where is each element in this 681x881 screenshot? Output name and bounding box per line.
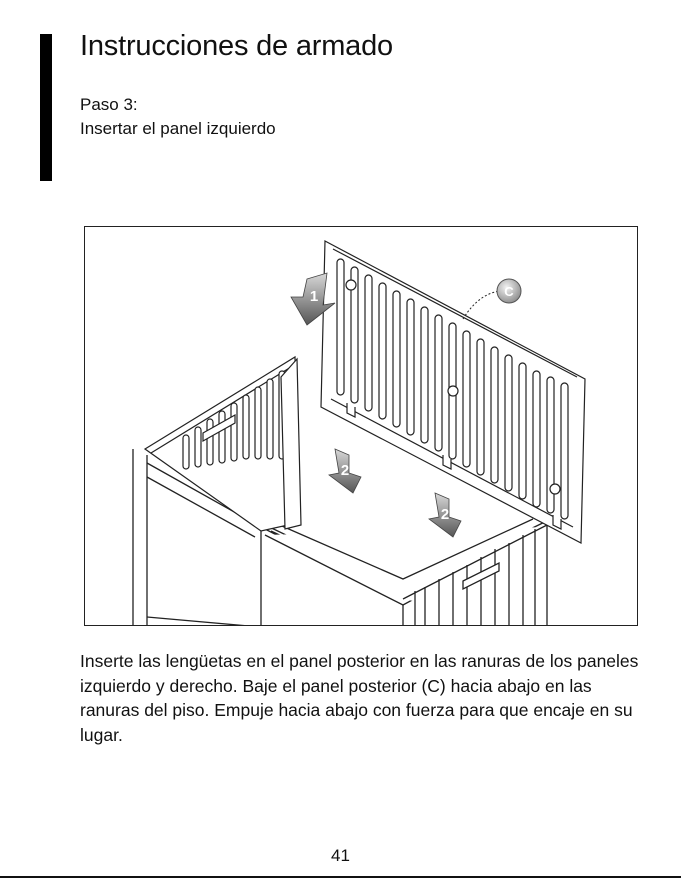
svg-text:2: 2 — [440, 506, 450, 523]
instruction-paragraph: Inserte las lengüetas en el panel posterior en las ranuras de los paneles izquierdo y derecho. Baje el panel posterior (C) hacia abajo en las ranuras del piso. Empuje hacia abajo con fuerza para que encaje en su lugar. — [80, 651, 639, 745]
back-panel — [321, 241, 585, 543]
step-title: Insertar el panel izquierdo — [80, 119, 276, 138]
page-number: 41 — [331, 846, 350, 865]
callout-leader — [463, 291, 501, 319]
svg-text:1: 1 — [309, 288, 319, 305]
page-title: Instrucciones de armado — [80, 30, 393, 62]
svg-text:2: 2 — [340, 462, 350, 479]
arrow-2-icon — [329, 449, 361, 493]
step-number: Paso 3: — [80, 95, 138, 114]
assembly-illustration — [84, 226, 638, 626]
section-marker-bar — [40, 34, 52, 181]
callout-c — [497, 279, 521, 303]
left-panel — [145, 357, 301, 531]
svg-text:C: C — [504, 284, 514, 299]
footer-rule — [0, 876, 681, 878]
